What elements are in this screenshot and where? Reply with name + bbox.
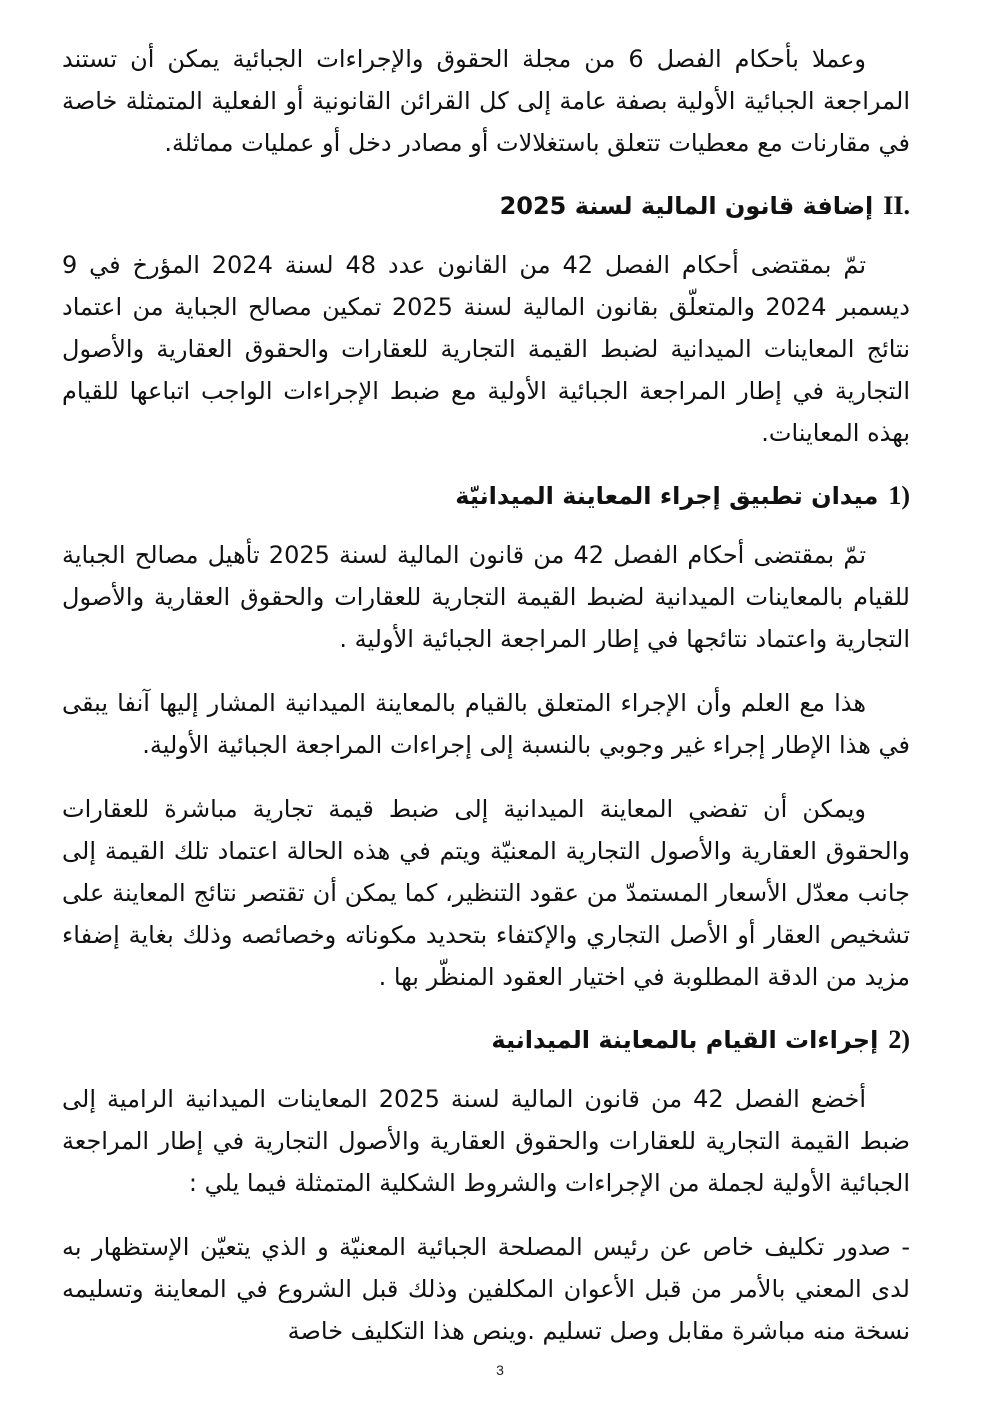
subsection-heading-2 (62, 1020, 910, 1060)
section-heading-ii (62, 186, 910, 226)
section-number: II. (883, 191, 910, 220)
page-number: 3 (496, 1362, 504, 1378)
paragraph-procedures-a: أخضع الفصل 42 من قانون المالية لسنة 2025 المعاينات الميدانية الرامية إلى ضبط القيمة التجارية للعقارات والحقوق العقارية والأصول التجارية في إطار المراجعة الجبائية الأولية لجملة من الإجراءات والشروط الشكلية المتمثلة فيما يلي : (62, 1085, 910, 1197)
document-body (62, 38, 910, 1374)
paragraph-chapter-6: وعملا بأحكام الفصل 6 من مجلة الحقوق والإجراءات الجبائية يمكن أن تستند المراجعة الجبائية الأولية بصفة عامة إلى كل القرائن القانونية أو الفعلية المتمثلة خاصة في مقارنات مع معطيات تتعلق باستغلالات أو مصادر دخل أو عمليات مماثلة. (62, 45, 910, 157)
subsection-heading-1 (62, 476, 910, 516)
paragraph-scope-a: تمّ بمقتضى أحكام الفصل 42 من قانون المالية لسنة 2025 تأهيل مصالح الجباية للقيام بالمعاينات الميدانية لضبط القيمة التجارية للعقارات والحقوق العقارية والأصول التجارية واعتماد نتائجها في إطار المراجعة الجبائية الأولية . (62, 541, 910, 653)
paragraph-finance-law-intro: تمّ بمقتضى أحكام الفصل 42 من القانون عدد 48 لسنة 2024 المؤرخ في 9 ديسمبر 2024 والمتعلّق بقانون المالية لسنة 2025 تمكين مصالح الجباية من اعتماد نتائج المعاينات الميدانية لضبط القيمة التجارية للعقارات والحقوق العقارية والأصول التجارية في إطار المراجعة الجبائية الأولية مع ضبط الإجراءات الواجب اتباعها للقيام بهذه المعاينات. (62, 251, 910, 447)
subsection-title: ميدان تطبيق إجراء المعاينة الميدانيّة (455, 482, 879, 510)
section-title: إضافة قانون المالية لسنة 2025 (499, 192, 874, 220)
subsection-title: إجراءات القيام بالمعاينة الميدانية (491, 1026, 879, 1054)
paragraph-procedures-b: - صدور تكليف خاص عن رئيس المصلحة الجبائية المعنيّة و الذي يتعيّن الإستظهار به لدى المعني بالأمر من قبل الأعوان المكلفين وذلك قبل الشروع في المعاينة وتسليمه نسخة منه مباشرة مقابل وصل تسليم .وينص هذا التكليف خاصة (62, 1233, 910, 1345)
subsection-number: 1) (888, 481, 910, 510)
paragraph-scope-b: هذا مع العلم وأن الإجراء المتعلق بالقيام بالمعاينة الميدانية المشار إليها آنفا يبقى في هذا الإطار إجراء غير وجوبي بالنسبة إلى إجراءات المراجعة الجبائية الأولية. (62, 689, 910, 759)
subsection-number: 2) (888, 1025, 910, 1054)
paragraph-scope-c: ويمكن أن تفضي المعاينة الميدانية إلى ضبط قيمة تجارية مباشرة للعقارات والحقوق العقارية والأصول التجارية المعنيّة ويتم في هذه الحالة اعتماد تلك القيمة إلى جانب معدّل الأسعار المستمدّ من عقود التنظير، كما يمكن أن تقتصر نتائج المعاينة على تشخيص العقار أو الأصل التجاري والإكتفاء بتحديد مكوناته وخصائصه وذلك بغاية إضفاء مزيد من الدقة المطلوبة في اختيار العقود المنظّر بها . (62, 795, 910, 991)
